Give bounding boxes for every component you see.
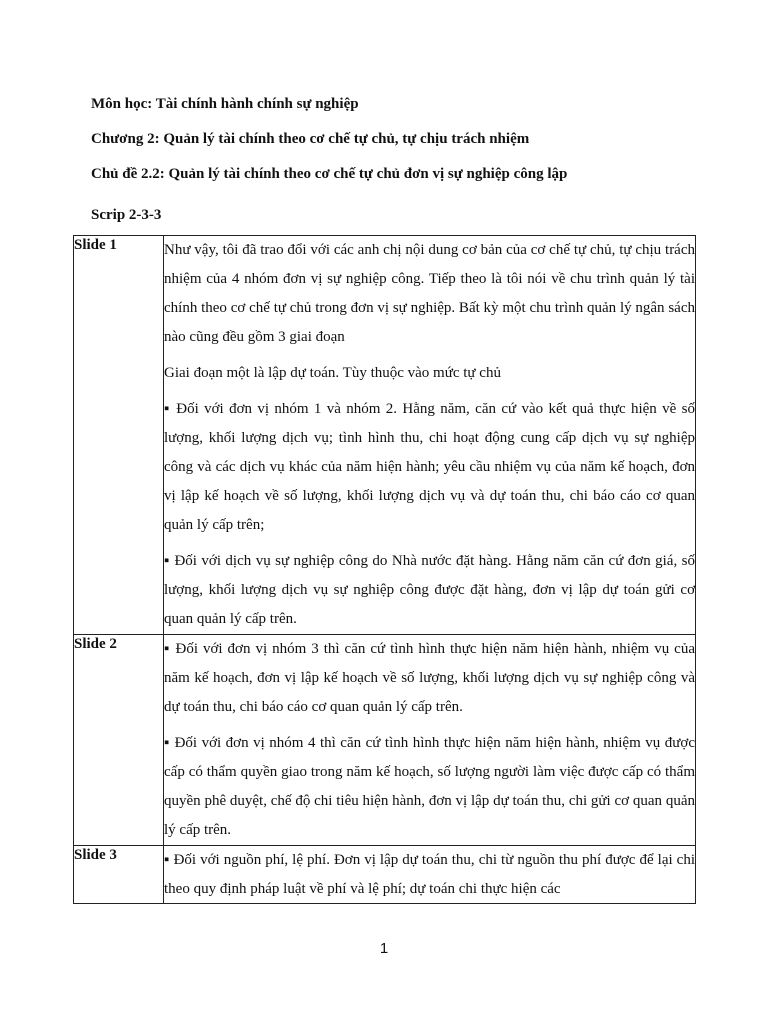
paragraph: ▪ Đối với nguồn phí, lệ phí. Đơn vị lập dự toán thu, chi từ nguồn thu phí được để lại chi theo quy định pháp luật về phí và lệ phí; dự toán chi thực hiện các [164, 852, 695, 897]
paragraph: Giai đoạn một là lập dự toán. Tùy thuộc vào mức tự chủ [164, 365, 501, 381]
paragraph: ▪ Đối với đơn vị nhóm 3 thì căn cứ tình hình thực hiện năm hiện hành, nhiệm vụ của năm kế hoạch, đơn vị lập kế hoạch về số lượng, khối lượng dịch vụ sự nghiệp công và dự toán thu, chi báo cáo cơ quan quản lý cấp trên. [164, 641, 695, 715]
slide-label: Slide 1 [74, 236, 164, 635]
paragraph: Như vậy, tôi đã trao đổi với các anh chị nội dung cơ bản của cơ chế tự chủ, tự chịu trách nhiệm của 4 nhóm đơn vị sự nghiệp công. Tiếp theo là tôi nói về chu trình quản lý tài chính theo cơ chế tự chủ trong đơn vị sự nghiệp. Bất kỳ một chu trình quản lý ngân sách nào cũng đều gồm 3 giai đoạn [164, 242, 695, 345]
table-row-slide-1 [74, 236, 696, 635]
slide-label: Slide 2 [74, 635, 164, 846]
course-title: Môn học: Tài chính hành chính sự nghiệp [91, 96, 359, 112]
paragraph: ▪ Đối với đơn vị nhóm 1 và nhóm 2. Hằng năm, căn cứ vào kết quả thực hiện về số lượng, khối lượng dịch vụ; tình hình thu, chi hoạt động cung cấp dịch vụ sự nghiệp công và các dịch vụ khác của năm hiện hành; yêu cầu nhiệm vụ của năm kế hoạch, đơn vị lập kế hoạch về số lượng, khối lượng dịch vụ và dự toán thu, chi báo cáo cơ quan quản lý cấp trên; [164, 401, 695, 533]
table-row-slide-2 [74, 635, 696, 846]
paragraph: ▪ Đối với đơn vị nhóm 4 thì căn cứ tình hình thực hiện năm hiện hành, nhiệm vụ được cấp có thẩm quyền giao trong năm kế hoạch, số lượng người làm việc được cấp có thẩm quyền phê duyệt, chế độ chi tiêu hiện hành, đơn vị lập dự toán thu, chi gửi cơ quan quản lý cấp trên. [164, 735, 695, 838]
topic-title: Chủ đề 2.2: Quản lý tài chính theo cơ chế tự chủ đơn vị sự nghiệp công lập [91, 166, 568, 182]
clipped-content [164, 846, 695, 898]
page-number: 1 [379, 940, 389, 957]
chapter-title: Chương 2: Quản lý tài chính theo cơ chế tự chủ, tự chịu trách nhiệm [91, 131, 530, 147]
slide-content [164, 635, 696, 846]
slide-content [164, 846, 696, 904]
paragraph: ▪ Đối với dịch vụ sự nghiệp công do Nhà nước đặt hàng. Hằng năm căn cứ đơn giá, số lượng, khối lượng dịch vụ sự nghiệp công được đặt hàng, đơn vị lập dự toán gửi cơ quan quản lý cấp trên. [164, 553, 695, 627]
script-id: Scrip 2-3-3 [91, 207, 162, 223]
slide-label: Slide 3 [74, 846, 164, 904]
script-table [73, 235, 696, 904]
table-row-slide-3 [74, 846, 696, 904]
slide-content [164, 236, 696, 635]
